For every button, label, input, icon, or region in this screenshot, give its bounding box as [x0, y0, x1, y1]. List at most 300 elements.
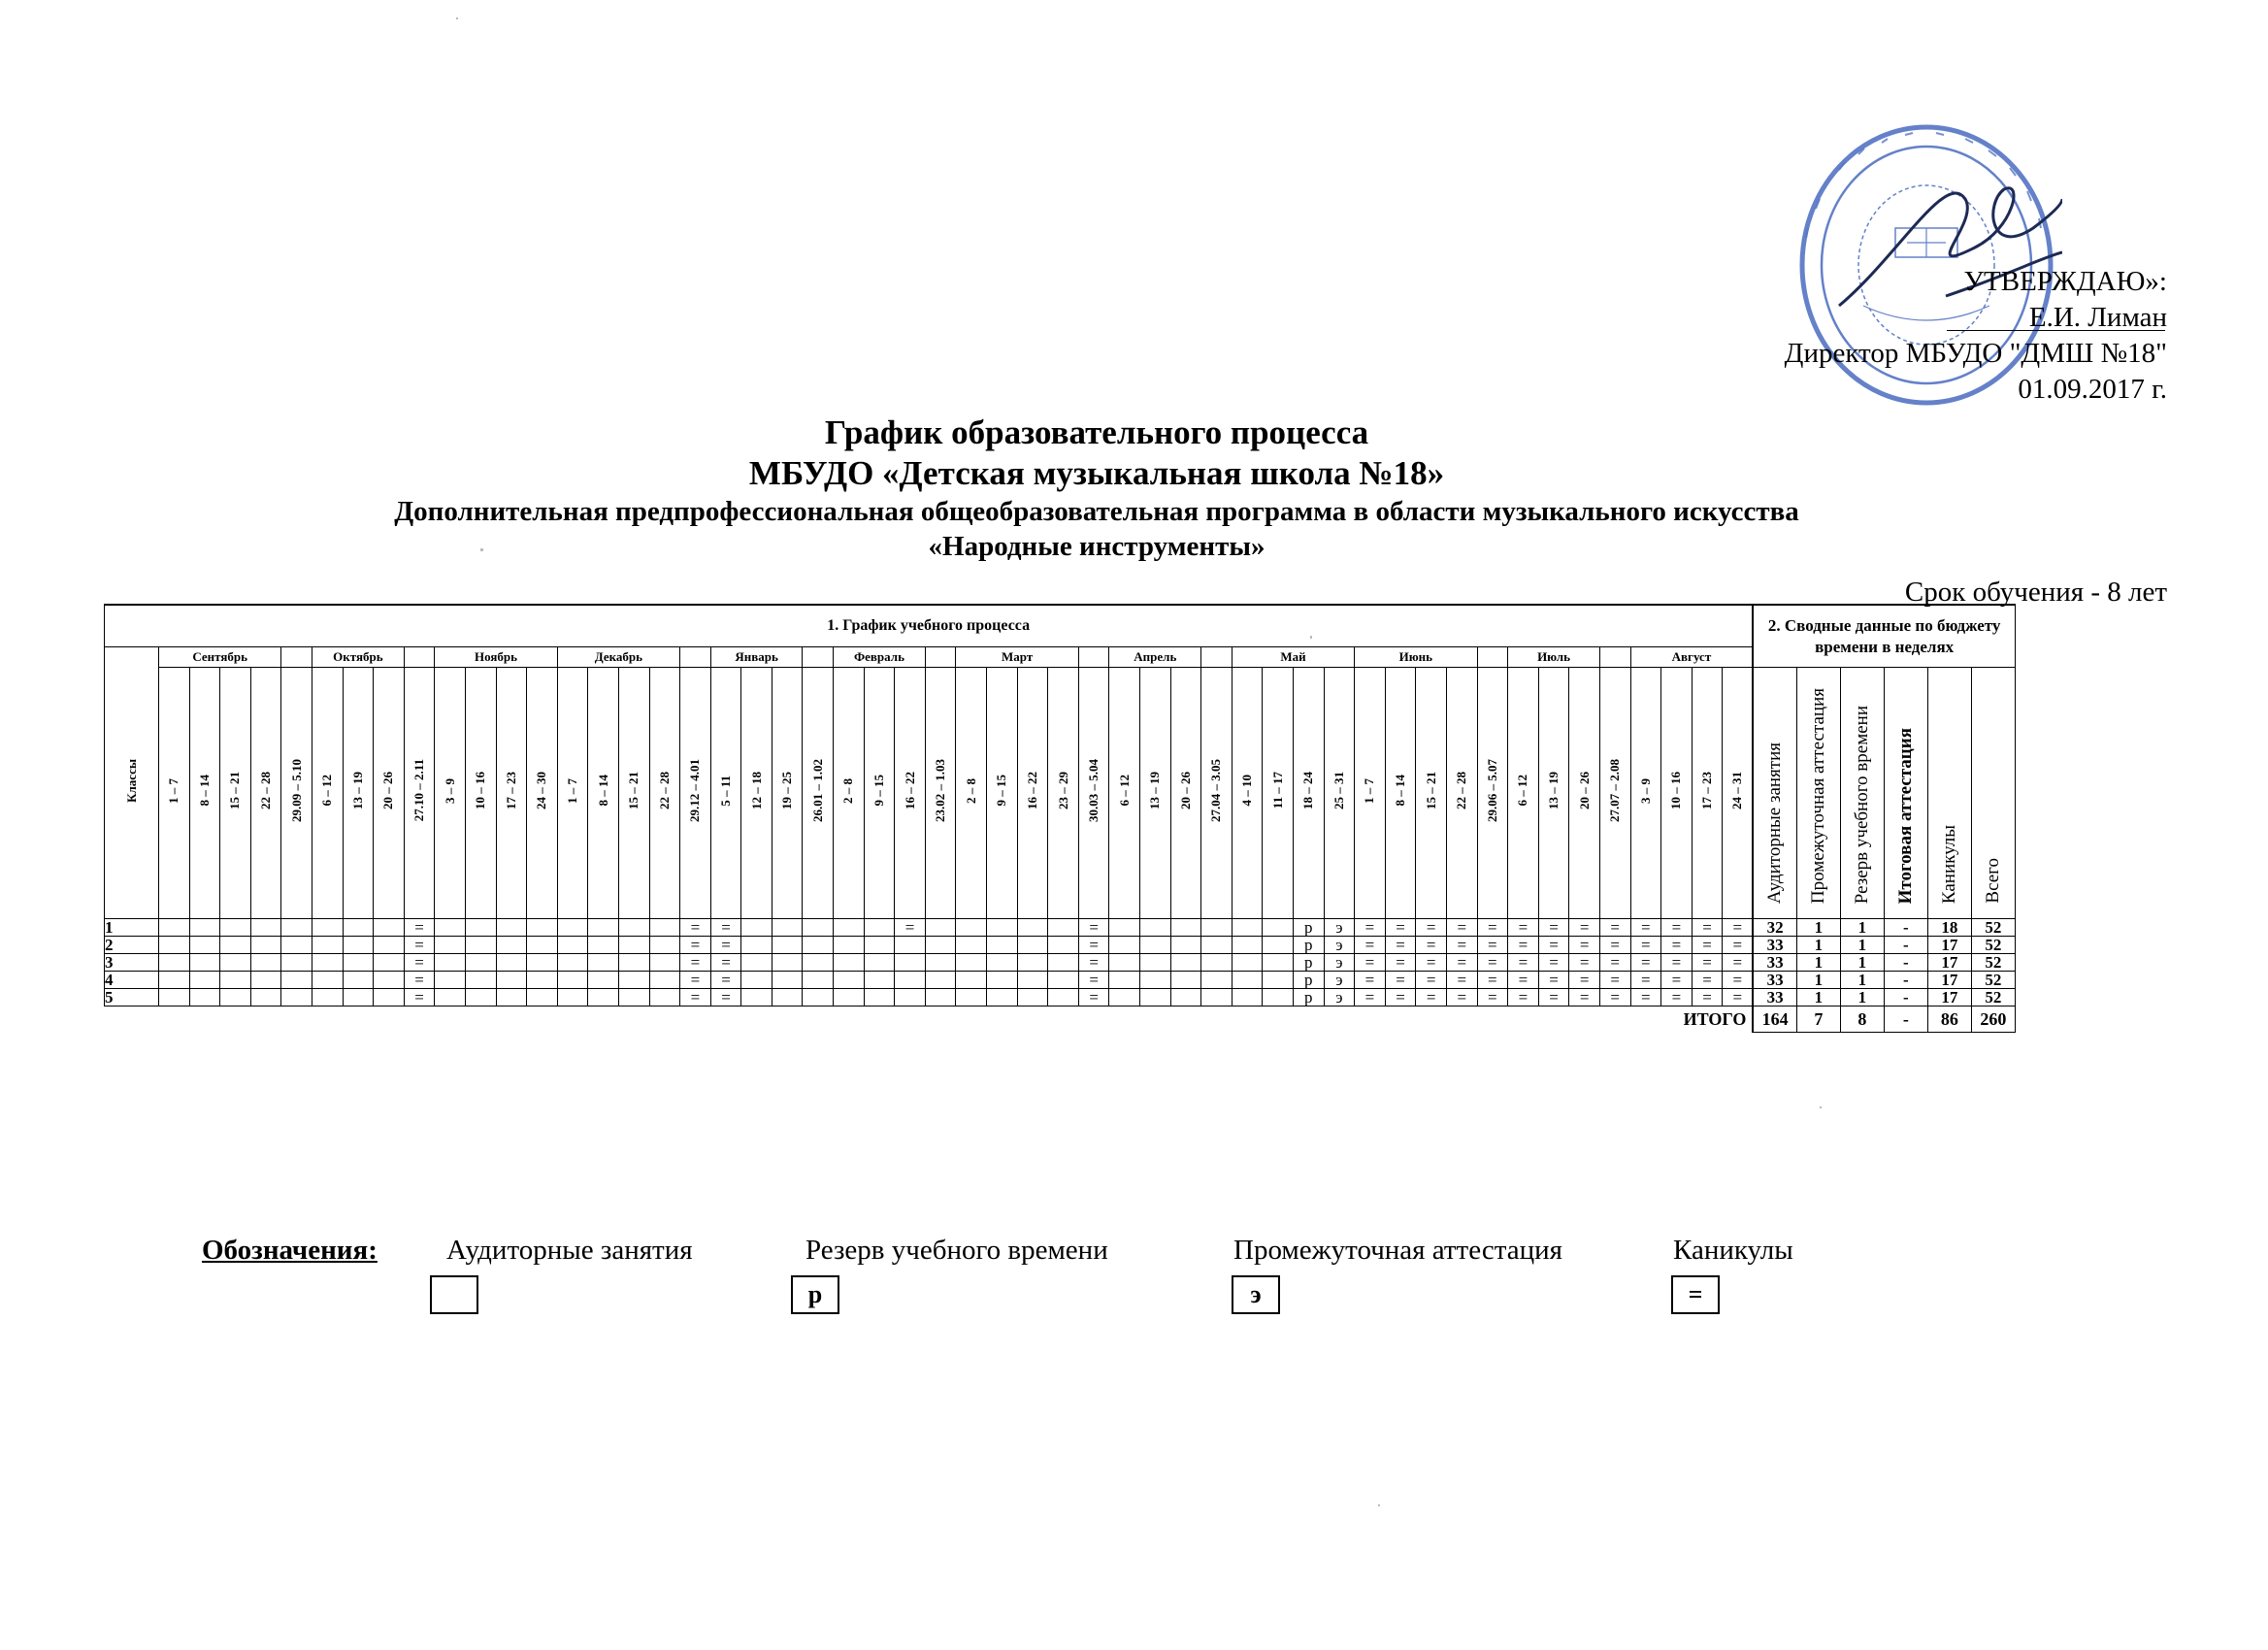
summary-header-label: Промежуточная аттестация: [1807, 687, 1828, 904]
week-header: [1170, 668, 1201, 919]
month-header: Ноябрь: [435, 647, 557, 668]
scan-speck: [456, 17, 458, 19]
week-mark: =: [1538, 989, 1569, 1006]
week-mark: [1140, 919, 1171, 937]
class-number: 1: [105, 919, 159, 937]
week-mark: =: [1661, 937, 1693, 954]
week-mark: [159, 954, 190, 972]
summary-value: 17: [1927, 954, 1971, 972]
week-header: [680, 668, 711, 919]
week-header: [925, 668, 956, 919]
week-mark: [618, 919, 649, 937]
week-mark: =: [1723, 919, 1754, 937]
week-header: [864, 668, 895, 919]
week-label: 25 – 31: [1331, 772, 1346, 809]
week-mark: [220, 919, 251, 937]
week-mark: =: [1385, 954, 1416, 972]
week-header: [1723, 668, 1754, 919]
week-mark: =: [1355, 919, 1386, 937]
week-header: [987, 668, 1018, 919]
week-mark: [1109, 919, 1140, 937]
week-mark: э: [1324, 972, 1355, 989]
week-header: [1048, 668, 1079, 919]
total-label: ИТОГО: [105, 1006, 1754, 1033]
week-mark: [465, 989, 496, 1006]
week-mark: [1201, 972, 1233, 989]
week-mark: =: [404, 954, 435, 972]
week-mark: =: [1446, 972, 1477, 989]
week-label: 3 – 9: [442, 777, 457, 804]
week-mark: =: [1569, 919, 1600, 937]
week-label: 13 – 19: [349, 772, 365, 809]
school-name: МБУДО «Детская музыкальная школа №18»: [748, 454, 1445, 492]
week-label: 27.10 – 2.11: [411, 759, 427, 822]
week-mark: =: [710, 989, 741, 1006]
week-mark: =: [1661, 989, 1693, 1006]
week-mark: [895, 937, 926, 954]
week-mark: =: [1630, 972, 1661, 989]
week-header: [1416, 668, 1447, 919]
week-mark: =: [1569, 954, 1600, 972]
week-label: 10 – 16: [1668, 772, 1684, 809]
week-mark: [312, 919, 343, 937]
total-value: 8: [1840, 1006, 1884, 1033]
legend-title: Обозначения:: [202, 1235, 378, 1266]
summary-value: 52: [1971, 972, 2015, 989]
summary-value: 1: [1796, 989, 1840, 1006]
week-mark: [496, 954, 527, 972]
week-header: [588, 668, 619, 919]
week-label: 8 – 14: [595, 775, 610, 807]
week-mark: [895, 972, 926, 989]
week-mark: =: [1416, 954, 1447, 972]
week-label: 27.04 – 3.05: [1208, 759, 1224, 822]
week-mark: [649, 972, 680, 989]
week-mark: [527, 919, 558, 937]
summary-value: 1: [1796, 937, 1840, 954]
week-mark: [250, 989, 281, 1006]
week-mark: [588, 972, 619, 989]
week-mark: [956, 919, 987, 937]
week-label: 1 – 7: [565, 777, 580, 804]
week-mark: [1232, 954, 1263, 972]
week-label: 17 – 23: [1698, 772, 1714, 809]
week-mark: =: [1599, 919, 1630, 937]
week-mark: [987, 972, 1018, 989]
month-header: Октябрь: [312, 647, 404, 668]
month-header: Февраль: [834, 647, 926, 668]
week-label: 24 – 30: [534, 772, 549, 809]
summary-header: [1840, 668, 1884, 919]
summary-value: -: [1884, 919, 1927, 937]
week-mark: [741, 989, 772, 1006]
week-mark: =: [1446, 954, 1477, 972]
week-mark: =: [1569, 989, 1600, 1006]
week-mark: [557, 954, 588, 972]
week-mark: [618, 937, 649, 954]
week-mark: =: [1661, 972, 1693, 989]
week-mark: [803, 937, 834, 954]
week-header: [1446, 668, 1477, 919]
table-row: [105, 954, 2016, 972]
class-number: 2: [105, 937, 159, 954]
week-header: [1293, 668, 1324, 919]
week-mark: [465, 954, 496, 972]
week-mark: [281, 972, 312, 989]
week-mark: [1109, 954, 1140, 972]
month-header: [1078, 647, 1109, 668]
week-mark: [343, 954, 374, 972]
week-mark: =: [710, 937, 741, 954]
week-mark: [1140, 989, 1171, 1006]
summary-header-label: Всего: [1982, 858, 2003, 904]
schedule-table: [104, 604, 2016, 1033]
legend-box-classes: [430, 1275, 478, 1314]
week-header: [618, 668, 649, 919]
week-mark: [987, 919, 1018, 937]
week-header: [1385, 668, 1416, 919]
month-header: Март: [956, 647, 1078, 668]
week-header: [1661, 668, 1693, 919]
week-mark: [741, 937, 772, 954]
week-mark: =: [1078, 954, 1109, 972]
week-mark: [895, 989, 926, 1006]
week-mark: [803, 972, 834, 989]
week-mark: [864, 954, 895, 972]
summary-value: 17: [1927, 937, 1971, 954]
week-mark: [1170, 919, 1201, 937]
week-label: 30.03 – 5.04: [1086, 759, 1101, 822]
week-mark: э: [1324, 954, 1355, 972]
week-mark: [834, 937, 865, 954]
week-label: 22 – 28: [656, 772, 672, 809]
week-mark: =: [1477, 919, 1508, 937]
week-label: 2 – 8: [840, 777, 856, 804]
week-mark: э: [1324, 937, 1355, 954]
summary-value: 1: [1840, 954, 1884, 972]
week-mark: =: [1508, 989, 1539, 1006]
week-mark: [1170, 937, 1201, 954]
week-mark: =: [895, 919, 926, 937]
week-header: [772, 668, 803, 919]
month-header: [803, 647, 834, 668]
month-header: [404, 647, 435, 668]
month-header: [925, 647, 956, 668]
week-mark: [312, 954, 343, 972]
week-label: 6 – 12: [1116, 775, 1132, 807]
week-label: 11 – 17: [1269, 772, 1285, 809]
week-mark: [1170, 954, 1201, 972]
week-mark: =: [1078, 919, 1109, 937]
week-mark: [189, 937, 220, 954]
week-mark: =: [1446, 937, 1477, 954]
summary-value: 52: [1971, 954, 2015, 972]
week-label: 18 – 24: [1300, 772, 1316, 809]
summary-value: -: [1884, 972, 1927, 989]
legend-label-holidays: Каникулы: [1673, 1235, 1793, 1266]
week-label: 27.07 – 2.08: [1607, 759, 1623, 822]
week-mark: [1263, 972, 1294, 989]
week-mark: [1048, 937, 1079, 954]
week-header: [741, 668, 772, 919]
week-mark: [281, 919, 312, 937]
week-header: [374, 668, 405, 919]
week-mark: =: [1723, 937, 1754, 954]
week-mark: =: [1078, 989, 1109, 1006]
week-mark: э: [1324, 989, 1355, 1006]
week-mark: [435, 919, 466, 937]
week-header: [956, 668, 987, 919]
week-mark: [588, 937, 619, 954]
week-mark: =: [1692, 954, 1723, 972]
week-label: 13 – 19: [1147, 772, 1163, 809]
week-mark: =: [1385, 937, 1416, 954]
week-mark: =: [1355, 954, 1386, 972]
week-mark: [1263, 989, 1294, 1006]
week-mark: [1232, 937, 1263, 954]
week-mark: [250, 972, 281, 989]
week-header: [281, 668, 312, 919]
week-mark: [496, 937, 527, 954]
week-mark: =: [1416, 989, 1447, 1006]
week-label: 29.12 – 4.01: [687, 759, 703, 822]
approval-date: 01.09.2017 г.: [2018, 374, 2167, 405]
week-mark: =: [1569, 937, 1600, 954]
week-header: [220, 668, 251, 919]
week-label: 23 – 29: [1055, 772, 1070, 809]
week-mark: =: [1446, 919, 1477, 937]
week-header: [189, 668, 220, 919]
week-mark: =: [1355, 972, 1386, 989]
week-mark: =: [404, 919, 435, 937]
week-label: 3 – 9: [1637, 777, 1653, 804]
scan-speck: [1378, 1504, 1380, 1506]
subject-name: «Народные инструменты»: [928, 531, 1265, 562]
month-header: Июнь: [1355, 647, 1477, 668]
total-value: 86: [1927, 1006, 1971, 1033]
summary-value: 1: [1840, 919, 1884, 937]
week-mark: =: [1416, 972, 1447, 989]
summary-header-label: Итоговая аттестация: [1894, 727, 1916, 904]
week-mark: р: [1293, 972, 1324, 989]
section2-title: 2. Сводные данные по бюджету времени в неделях: [1753, 605, 2015, 668]
week-label: 23.02 – 1.03: [933, 759, 948, 822]
week-mark: =: [1723, 989, 1754, 1006]
week-label: 19 – 25: [779, 772, 795, 809]
month-header: Декабрь: [557, 647, 679, 668]
summary-value: 33: [1753, 937, 1796, 954]
week-mark: [588, 954, 619, 972]
week-mark: =: [404, 989, 435, 1006]
week-mark: [772, 919, 803, 937]
week-mark: [557, 989, 588, 1006]
week-mark: =: [1385, 919, 1416, 937]
week-mark: =: [710, 954, 741, 972]
week-mark: [374, 954, 405, 972]
week-mark: [1109, 937, 1140, 954]
month-header: [680, 647, 711, 668]
week-header: [1263, 668, 1294, 919]
week-mark: [956, 972, 987, 989]
week-mark: [557, 937, 588, 954]
class-number: 5: [105, 989, 159, 1006]
week-header: [1324, 668, 1355, 919]
week-header: [1569, 668, 1600, 919]
week-mark: [557, 972, 588, 989]
approval-name: Е.И. Лиман: [2028, 302, 2167, 333]
summary-value: 1: [1796, 954, 1840, 972]
week-header: [159, 668, 190, 919]
week-label: 6 – 12: [1515, 775, 1530, 807]
summary-header-label: Каникулы: [1938, 824, 1959, 904]
week-mark: [1017, 937, 1048, 954]
week-mark: [772, 989, 803, 1006]
week-mark: [803, 954, 834, 972]
week-header: [1692, 668, 1723, 919]
week-mark: [1263, 954, 1294, 972]
week-mark: =: [1599, 954, 1630, 972]
classes-header: [105, 647, 159, 919]
week-header: [1630, 668, 1661, 919]
week-mark: =: [1630, 989, 1661, 1006]
class-number: 4: [105, 972, 159, 989]
week-label: 9 – 15: [871, 775, 886, 807]
summary-header: [1884, 668, 1927, 919]
week-label: 15 – 21: [227, 772, 243, 809]
week-mark: [220, 989, 251, 1006]
summary-value: 1: [1840, 937, 1884, 954]
week-mark: [1201, 989, 1233, 1006]
week-mark: =: [1599, 937, 1630, 954]
week-mark: =: [680, 972, 711, 989]
week-mark: =: [1723, 972, 1754, 989]
week-mark: [925, 989, 956, 1006]
week-mark: =: [1538, 954, 1569, 972]
week-mark: [374, 937, 405, 954]
week-mark: [649, 937, 680, 954]
week-mark: [618, 954, 649, 972]
week-mark: [1263, 919, 1294, 937]
week-mark: [159, 919, 190, 937]
week-mark: =: [1508, 954, 1539, 972]
week-mark: =: [1477, 954, 1508, 972]
week-mark: =: [710, 972, 741, 989]
week-header: [1017, 668, 1048, 919]
week-mark: =: [1078, 972, 1109, 989]
week-mark: =: [1630, 954, 1661, 972]
week-mark: [527, 937, 558, 954]
week-label: 13 – 19: [1546, 772, 1561, 809]
week-mark: [1232, 989, 1263, 1006]
section1-title: 1. График учебного процесса: [105, 605, 1754, 647]
week-mark: [1232, 919, 1263, 937]
week-mark: [741, 919, 772, 937]
week-mark: р: [1293, 919, 1324, 937]
week-mark: =: [404, 972, 435, 989]
week-mark: [925, 954, 956, 972]
week-header: [1201, 668, 1233, 919]
week-mark: [281, 937, 312, 954]
week-label: 20 – 26: [1177, 772, 1193, 809]
week-mark: [465, 919, 496, 937]
week-mark: =: [1538, 919, 1569, 937]
week-header: [1538, 668, 1569, 919]
week-mark: =: [1630, 937, 1661, 954]
week-mark: =: [680, 954, 711, 972]
week-header: [527, 668, 558, 919]
week-mark: [1170, 972, 1201, 989]
week-mark: [465, 937, 496, 954]
week-mark: [189, 954, 220, 972]
study-term: Срок обучения - 8 лет: [1904, 577, 2167, 608]
summary-value: 1: [1796, 919, 1840, 937]
summary-value: 33: [1753, 989, 1796, 1006]
week-header: [710, 668, 741, 919]
week-mark: [1048, 972, 1079, 989]
approval-position: Директор МБУДО "ДМШ №18": [1784, 338, 2167, 369]
week-mark: [465, 972, 496, 989]
week-header: [496, 668, 527, 919]
summary-value: -: [1884, 989, 1927, 1006]
week-mark: р: [1293, 937, 1324, 954]
week-mark: р: [1293, 954, 1324, 972]
week-header: [1355, 668, 1386, 919]
week-mark: [834, 972, 865, 989]
week-mark: [1201, 919, 1233, 937]
week-header: [343, 668, 374, 919]
week-header: [1232, 668, 1263, 919]
classes-header-label: Классы: [123, 758, 139, 803]
week-mark: [159, 989, 190, 1006]
week-mark: =: [1508, 919, 1539, 937]
week-label: 5 – 11: [717, 775, 733, 807]
summary-value: 33: [1753, 954, 1796, 972]
week-mark: [1017, 919, 1048, 937]
week-mark: [343, 937, 374, 954]
total-value: 164: [1753, 1006, 1796, 1033]
summary-value: 33: [1753, 972, 1796, 989]
week-header: [1140, 668, 1171, 919]
week-mark: =: [1385, 972, 1416, 989]
week-mark: =: [1538, 937, 1569, 954]
summary-value: 52: [1971, 989, 2015, 1006]
legend-box-holidays: =: [1671, 1275, 1720, 1314]
week-mark: [159, 972, 190, 989]
summary-header-label: Аудиторные занятия: [1764, 742, 1786, 904]
week-mark: [987, 937, 1018, 954]
week-header: [312, 668, 343, 919]
table-row: [105, 919, 2016, 937]
approval-block: [1624, 264, 2167, 408]
week-mark: [189, 989, 220, 1006]
approval-heading: УТВЕРЖДАЮ»:: [1963, 266, 2167, 297]
week-mark: [189, 919, 220, 937]
week-label: 15 – 21: [626, 772, 641, 809]
week-header: [834, 668, 865, 919]
week-mark: =: [1630, 919, 1661, 937]
week-label: 29.09 – 5.10: [288, 759, 304, 822]
month-header: Январь: [710, 647, 803, 668]
week-mark: [1109, 989, 1140, 1006]
week-mark: [189, 972, 220, 989]
week-mark: [220, 937, 251, 954]
summary-value: 52: [1971, 937, 2015, 954]
week-label: 29.06 – 5.07: [1484, 759, 1499, 822]
total-value: 260: [1971, 1006, 2015, 1033]
week-label: 2 – 8: [963, 777, 978, 804]
week-mark: [1170, 989, 1201, 1006]
week-mark: [435, 954, 466, 972]
